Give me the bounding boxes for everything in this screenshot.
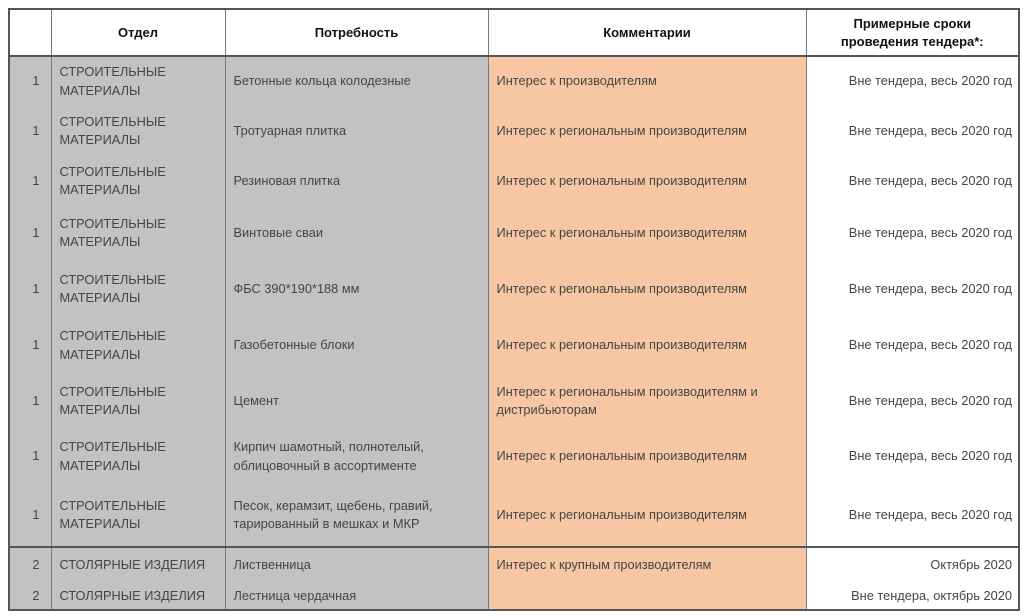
cell-comment: Интерес к региональным производителям и дистрибьюторам: [488, 373, 806, 429]
cell-comment: Интерес к крупным производителям: [488, 547, 806, 583]
cell-num: 1: [9, 484, 51, 547]
table-row: [9, 373, 1019, 429]
table-row: [9, 429, 1019, 484]
cell-num: 1: [9, 373, 51, 429]
header-comments: Комментарии: [488, 9, 806, 56]
cell-comment: Интерес к производителям: [488, 56, 806, 106]
cell-department: СТРОИТЕЛЬНЫЕ МАТЕРИАЛЫ: [51, 373, 225, 429]
cell-num: 1: [9, 429, 51, 484]
cell-need: Лиственница: [225, 547, 488, 583]
cell-comment: Интерес к региональным производителям: [488, 156, 806, 206]
cell-date: Вне тендера, весь 2020 год: [806, 318, 1019, 373]
cell-need: Бетонные кольца колодезные: [225, 56, 488, 106]
tender-table: [8, 8, 1020, 611]
cell-date: Вне тендера, весь 2020 год: [806, 156, 1019, 206]
cell-num: 1: [9, 206, 51, 260]
cell-department: СТОЛЯРНЫЕ ИЗДЕЛИЯ: [51, 547, 225, 583]
cell-num: 1: [9, 318, 51, 373]
table-row: [9, 583, 1019, 610]
cell-date: Октябрь 2020: [806, 547, 1019, 583]
cell-date: Вне тендера, октябрь 2020: [806, 583, 1019, 610]
table-row: [9, 260, 1019, 318]
cell-num: 2: [9, 547, 51, 583]
header-need: Потребность: [225, 9, 488, 56]
cell-department: СТРОИТЕЛЬНЫЕ МАТЕРИАЛЫ: [51, 429, 225, 484]
table-row: [9, 56, 1019, 106]
header-row: [9, 9, 1019, 56]
cell-date: Вне тендера, весь 2020 год: [806, 484, 1019, 547]
table-row: [9, 156, 1019, 206]
cell-need: Лестница чердачная: [225, 583, 488, 610]
cell-department: СТРОИТЕЛЬНЫЕ МАТЕРИАЛЫ: [51, 318, 225, 373]
cell-need: ФБС 390*190*188 мм: [225, 260, 488, 318]
cell-comment: Интерес к региональным производителям: [488, 106, 806, 156]
cell-comment: Интерес к региональным производителям: [488, 429, 806, 484]
cell-comment: Интерес к региональным производителям: [488, 260, 806, 318]
cell-department: СТРОИТЕЛЬНЫЕ МАТЕРИАЛЫ: [51, 206, 225, 260]
table-row: [9, 547, 1019, 583]
cell-date: Вне тендера, весь 2020 год: [806, 429, 1019, 484]
cell-department: СТОЛЯРНЫЕ ИЗДЕЛИЯ: [51, 583, 225, 610]
table-row: [9, 206, 1019, 260]
cell-date: Вне тендера, весь 2020 год: [806, 206, 1019, 260]
cell-num: 1: [9, 260, 51, 318]
cell-comment: Интерес к региональным производителям: [488, 206, 806, 260]
cell-need: Винтовые сваи: [225, 206, 488, 260]
cell-comment: Интерес к региональным производителям: [488, 318, 806, 373]
cell-department: СТРОИТЕЛЬНЫЕ МАТЕРИАЛЫ: [51, 260, 225, 318]
cell-need: Кирпич шамотный, полнотелый, облицовочный в ассортименте: [225, 429, 488, 484]
cell-num: 1: [9, 156, 51, 206]
cell-num: 1: [9, 56, 51, 106]
cell-department: СТРОИТЕЛЬНЫЕ МАТЕРИАЛЫ: [51, 484, 225, 547]
cell-comment: Интерес к региональным производителям: [488, 484, 806, 547]
cell-num: 2: [9, 583, 51, 610]
cell-num: 1: [9, 106, 51, 156]
cell-date: Вне тендера, весь 2020 год: [806, 56, 1019, 106]
cell-department: СТРОИТЕЛЬНЫЕ МАТЕРИАЛЫ: [51, 56, 225, 106]
header-num: [9, 9, 51, 56]
header-department: Отдел: [51, 9, 225, 56]
cell-need: Песок, керамзит, щебень, гравий, тарированный в мешках и МКР: [225, 484, 488, 547]
table-row: [9, 318, 1019, 373]
cell-department: СТРОИТЕЛЬНЫЕ МАТЕРИАЛЫ: [51, 156, 225, 206]
header-dates: Примерные сроки проведения тендера*:: [806, 9, 1019, 56]
cell-department: СТРОИТЕЛЬНЫЕ МАТЕРИАЛЫ: [51, 106, 225, 156]
cell-need: Газобетонные блоки: [225, 318, 488, 373]
cell-need: Тротуарная плитка: [225, 106, 488, 156]
cell-date: Вне тендера, весь 2020 год: [806, 260, 1019, 318]
cell-need: Цемент: [225, 373, 488, 429]
table-row: [9, 484, 1019, 547]
cell-date: Вне тендера, весь 2020 год: [806, 373, 1019, 429]
cell-comment: [488, 583, 806, 610]
table-row: [9, 106, 1019, 156]
cell-need: Резиновая плитка: [225, 156, 488, 206]
cell-date: Вне тендера, весь 2020 год: [806, 106, 1019, 156]
